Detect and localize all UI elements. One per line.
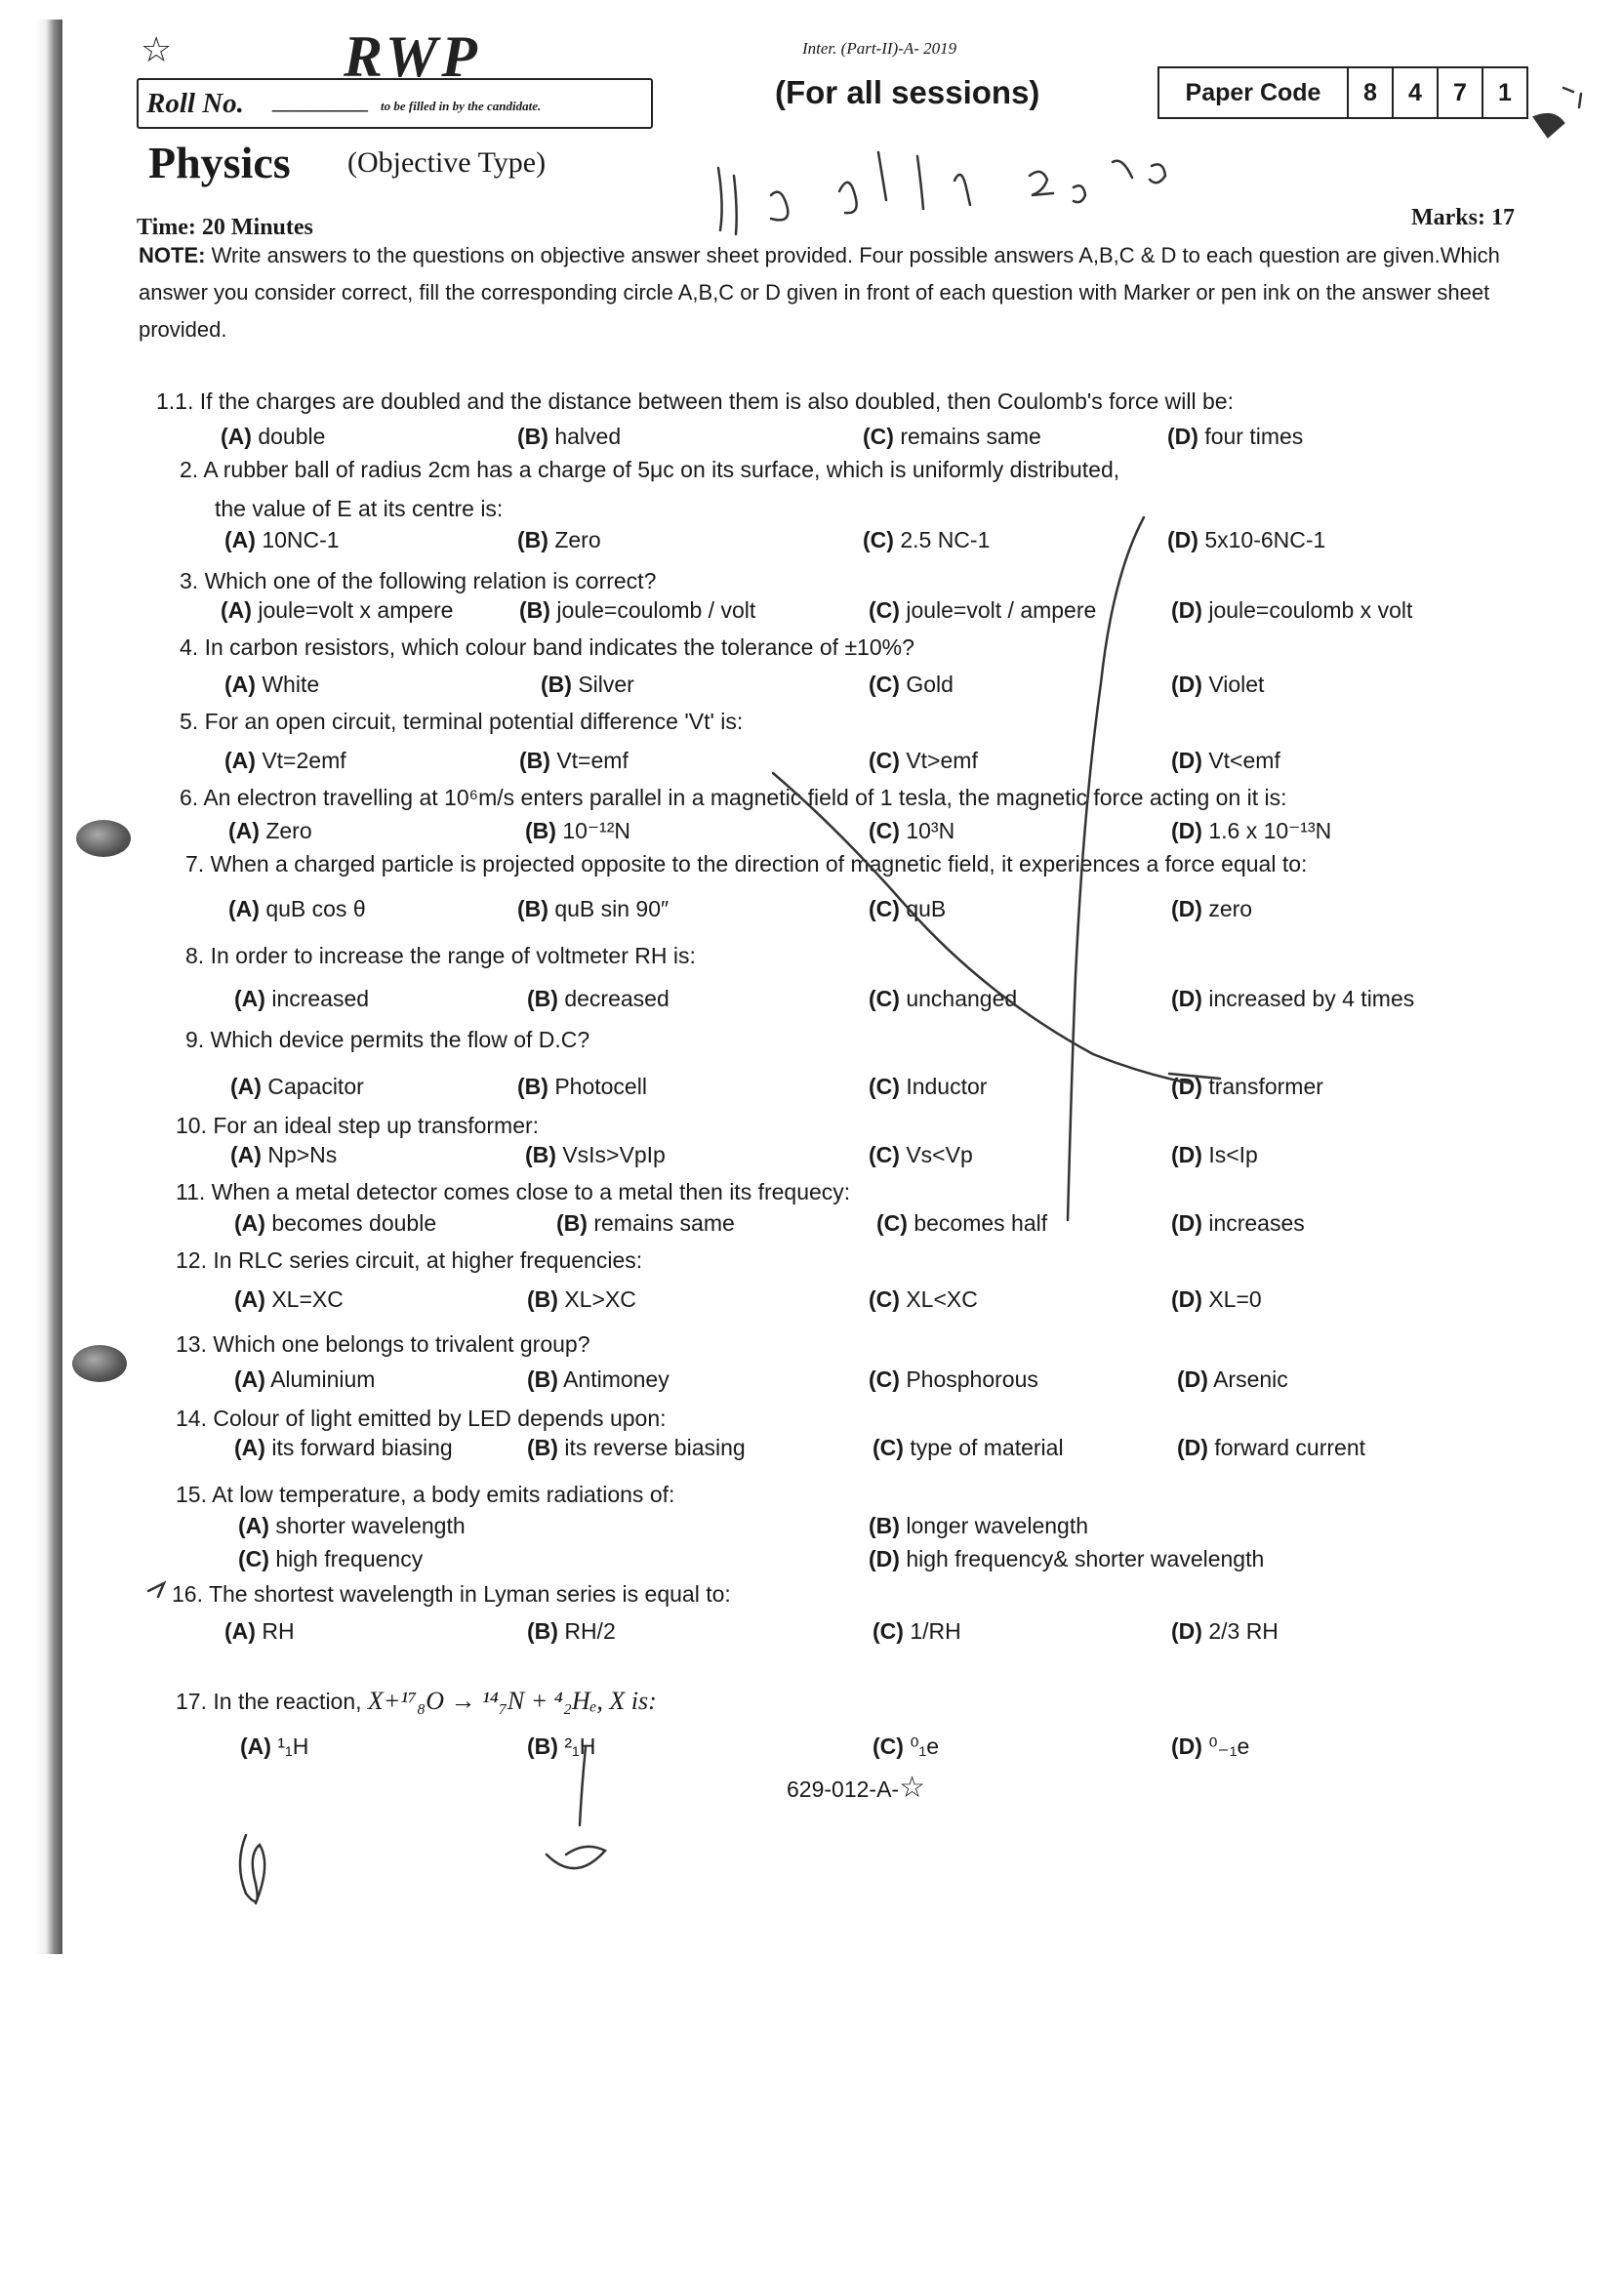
option-key: (B): [527, 986, 558, 1011]
roll-number-box: [137, 78, 653, 129]
option-c: [869, 748, 978, 774]
option-a: [228, 896, 366, 922]
option-key: (C): [869, 672, 900, 697]
question-number: 14.: [176, 1406, 214, 1431]
punch-hole-2: [72, 1345, 127, 1382]
question-16: [172, 1581, 731, 1608]
paper-code-box: [1157, 66, 1528, 119]
option-key: (C): [869, 1074, 900, 1099]
option-text: XL<XC: [906, 1286, 978, 1312]
question-number: 4.: [180, 634, 205, 660]
question-number: 10.: [176, 1113, 214, 1138]
option-text: joule=coulomb x volt: [1208, 597, 1413, 623]
question-number: 12.: [176, 1247, 214, 1273]
question-4: [180, 634, 914, 661]
option-text: longer wavelength: [906, 1513, 1089, 1538]
option-b: [525, 818, 630, 844]
option-d: [1167, 527, 1325, 553]
option-key: (B): [556, 1210, 588, 1236]
option-c: [873, 1618, 961, 1645]
note-label: NOTE:: [139, 243, 206, 267]
option-text: Vt=emf: [556, 748, 629, 773]
roll-label: Roll No.: [146, 88, 244, 119]
option-key: (D): [1171, 1286, 1202, 1312]
option-b: [517, 527, 601, 553]
option-key: (D): [1171, 748, 1202, 773]
option-d: [1171, 986, 1414, 1012]
option-a: [234, 986, 369, 1012]
question-1: [156, 388, 1234, 415]
option-text: ²₁H: [564, 1733, 596, 1759]
footer-code-text: 629-012-A-: [787, 1776, 900, 1802]
question-6: [180, 785, 1287, 811]
option-key: (D): [1171, 672, 1202, 697]
option-key: (C): [869, 1142, 900, 1167]
option-d: [1171, 896, 1252, 922]
option-c: [876, 1210, 1047, 1237]
option-text: Inductor: [906, 1074, 988, 1099]
option-c: [869, 986, 1017, 1012]
question-text: In carbon resistors, which colour band indicates the tolerance of ±10%?: [204, 634, 914, 660]
question-text: When a charged particle is projected opposite to the direction of magnetic field, it experiences a force equal to:: [210, 851, 1308, 877]
question-text: Colour of light emitted by LED depends upon:: [213, 1406, 667, 1431]
option-key: (C): [869, 896, 900, 921]
option-text: Violet: [1208, 672, 1265, 697]
option-c: [873, 1733, 939, 1760]
option-key: (D): [1171, 1618, 1202, 1644]
question-number: 7.: [185, 851, 211, 877]
option-key: (A): [228, 818, 260, 843]
option-key: (D): [869, 1546, 900, 1571]
option-text: type of material: [910, 1435, 1064, 1460]
footer-star: ☆: [899, 1772, 925, 1804]
option-a: [234, 1286, 344, 1313]
option-text: 2.5 NC-1: [900, 527, 991, 552]
option-key: (A): [234, 1366, 265, 1392]
option-key: (B): [527, 1733, 558, 1759]
option-c: [869, 896, 946, 922]
option-text: shorter wavelength: [275, 1513, 466, 1538]
sessions-label: (For all sessions): [775, 74, 1040, 110]
option-key: (D): [1167, 527, 1198, 552]
option-d: [1171, 672, 1264, 698]
option-key: (A): [224, 748, 256, 773]
question-number: 11.: [176, 1179, 212, 1204]
question-text: When a metal detector comes close to a metal then its frequecy:: [211, 1179, 851, 1204]
option-text: Zero: [554, 527, 601, 552]
question-text: In order to increase the range of voltmeter RH is:: [210, 943, 696, 968]
option-b: [517, 424, 621, 450]
option-text: Antimoney: [563, 1366, 670, 1392]
option-key: (A): [240, 1733, 271, 1759]
option-text: joule=volt / ampere: [906, 597, 1097, 623]
option-a: [224, 1618, 295, 1645]
option-d: [1171, 818, 1331, 844]
option-key: (B): [517, 527, 548, 552]
option-text: 1/RH: [910, 1618, 961, 1644]
question-text: An electron travelling at 10⁶m/s enters parallel in a magnetic field of 1 tesla, the magnetic force acting on it is:: [203, 785, 1287, 810]
option-key: (A): [238, 1513, 269, 1538]
option-key: (B): [525, 1142, 556, 1167]
option-d: [1171, 1618, 1279, 1645]
note-text: Write answers to the questions on objective answer sheet provided. Four possible answers A,B,C & D to each question are given.Which answer you consider correct, fill the corresponding circle A,B,C or D given in front of each question with Marker or pen ink on the answer sheet provided.: [139, 243, 1500, 342]
option-key: (A): [230, 1074, 262, 1099]
option-key: (D): [1171, 896, 1202, 921]
option-c: [873, 1435, 1064, 1461]
option-key: (C): [876, 1210, 908, 1236]
option-text: Phosphorous: [906, 1366, 1038, 1392]
option-text: 10⁻¹²N: [562, 818, 630, 843]
exam-title: Inter. (Part-II)-A- 2019: [802, 39, 957, 58]
option-b: [541, 672, 634, 698]
option-text: RH: [262, 1618, 295, 1644]
question-text: If the charges are doubled and the distance between them is also doubled, then Coulomb's force will be:: [199, 388, 1234, 414]
option-a: [221, 424, 325, 450]
option-key: (D): [1167, 424, 1198, 449]
option-b: [517, 896, 669, 922]
option-key: (A): [230, 1142, 262, 1167]
option-text: high frequency& shorter wavelength: [906, 1546, 1265, 1571]
option-a: [238, 1513, 466, 1539]
option-d: [1177, 1366, 1288, 1393]
option-c: [869, 818, 954, 844]
option-key: (B): [527, 1435, 558, 1460]
option-key: (A): [221, 597, 252, 623]
option-text: 5x10-6NC-1: [1204, 527, 1326, 552]
option-a: [234, 1366, 375, 1393]
option-d: [869, 1546, 1264, 1572]
option-a: [224, 748, 346, 774]
option-text: 1.6 x 10⁻¹³N: [1208, 818, 1332, 843]
option-b: [556, 1210, 735, 1237]
option-text: XL=0: [1208, 1286, 1262, 1312]
question-text: Which one belongs to trivalent group?: [213, 1331, 590, 1357]
option-text: ¹₁H: [277, 1733, 309, 1759]
roll-hint: to be filled in by the candidate.: [381, 99, 542, 113]
board-stamp: RWP: [344, 24, 481, 89]
question-2: [180, 457, 1119, 483]
option-b: [527, 1733, 595, 1760]
option-key: (D): [1171, 1074, 1202, 1099]
option-b: [517, 1074, 647, 1100]
option-text: XL=XC: [271, 1286, 344, 1312]
option-text: its forward biasing: [271, 1435, 453, 1460]
total-marks: Marks: 17: [1411, 205, 1515, 230]
option-b: [527, 986, 670, 1012]
option-text: joule=coulomb / volt: [556, 597, 756, 623]
time-allowed: Time: 20 Minutes: [137, 215, 313, 240]
option-key: (A): [234, 1435, 265, 1460]
option-key: (C): [869, 597, 900, 623]
option-key: (B): [527, 1618, 558, 1644]
question-9: [185, 1027, 589, 1053]
option-key: (D): [1171, 1733, 1202, 1759]
paper-code-digit: 1: [1482, 68, 1526, 117]
option-text: Vs<Vp: [906, 1142, 973, 1167]
option-key: (D): [1177, 1435, 1208, 1460]
subject-title: Physics: [148, 138, 291, 187]
option-key: (D): [1171, 818, 1202, 843]
option-text: Aluminium: [270, 1366, 376, 1392]
option-text: Silver: [578, 672, 634, 697]
option-c: [869, 1286, 978, 1313]
option-key: (B): [517, 896, 548, 921]
option-text: Vt>emf: [906, 748, 978, 773]
option-text: double: [258, 424, 326, 449]
option-text: Photocell: [554, 1074, 647, 1099]
option-b: [527, 1435, 746, 1461]
roll-blank: ________: [272, 88, 368, 112]
option-key: (C): [869, 986, 900, 1011]
paper-code-digit: 4: [1392, 68, 1437, 117]
question-number: 15.: [176, 1482, 213, 1507]
option-text: decreased: [564, 986, 670, 1011]
option-key: (B): [519, 597, 550, 623]
footer-code: [787, 1771, 925, 1805]
option-text: unchanged: [906, 986, 1018, 1011]
option-b: [869, 1513, 1088, 1539]
question-number: 16.: [172, 1581, 209, 1607]
option-a: [224, 672, 319, 698]
question-text: In RLC series circuit, at higher frequencies:: [213, 1247, 643, 1273]
paper-code-label: Paper Code: [1185, 78, 1321, 106]
option-b: [527, 1286, 636, 1313]
question-number: 13.: [176, 1331, 214, 1357]
option-text: XL>XC: [564, 1286, 636, 1312]
option-key: (B): [527, 1366, 558, 1392]
question-12: [176, 1247, 642, 1274]
option-c: [869, 1074, 987, 1100]
question-number: 1.1.: [156, 388, 200, 414]
option-text: Arsenic: [1213, 1366, 1288, 1392]
option-text: quB: [906, 896, 947, 921]
option-key: (B): [541, 672, 572, 697]
option-text: Np>Ns: [267, 1142, 338, 1167]
option-text: ⁰₁e: [910, 1733, 940, 1759]
question-text-line2: the value of E at its centre is:: [215, 496, 504, 521]
option-text: remains same: [900, 424, 1041, 449]
option-key: (D): [1171, 1142, 1202, 1167]
option-c: [238, 1546, 423, 1572]
option-c: [869, 1142, 973, 1168]
option-a: [224, 527, 340, 553]
option-key: (A): [221, 424, 252, 449]
question-13: [176, 1331, 590, 1358]
option-key: (A): [234, 1286, 265, 1312]
option-text: becomes half: [914, 1210, 1048, 1236]
question-11: [176, 1179, 850, 1205]
option-d: [1167, 424, 1303, 450]
option-text: forward current: [1214, 1435, 1365, 1460]
option-text: 10³N: [906, 818, 955, 843]
option-text: joule=volt x ampere: [258, 597, 454, 623]
option-b: [527, 1618, 616, 1645]
option-key: (A): [234, 986, 265, 1011]
option-d: [1171, 1210, 1305, 1237]
option-text: increases: [1208, 1210, 1305, 1236]
option-key: (B): [525, 818, 556, 843]
option-key: (A): [224, 1618, 256, 1644]
option-key: (C): [873, 1733, 904, 1759]
question-17: [176, 1687, 657, 1716]
question-number: 5.: [180, 709, 205, 734]
option-text: remains same: [593, 1210, 735, 1236]
option-text: increased by 4 times: [1208, 986, 1415, 1011]
option-key: (B): [527, 1286, 558, 1312]
question-text: At low temperature, a body emits radiations of:: [212, 1482, 675, 1507]
option-text: Is<Ip: [1208, 1142, 1258, 1167]
option-text: Zero: [265, 818, 312, 843]
option-d: [1171, 1733, 1249, 1760]
question-text: In the reaction,: [213, 1689, 362, 1714]
option-text: Gold: [906, 672, 954, 697]
question-text: For an open circuit, terminal potential difference 'Vt' is:: [204, 709, 744, 734]
option-text: its reverse biasing: [564, 1435, 746, 1460]
option-d: [1171, 1286, 1262, 1313]
option-text: RH/2: [564, 1618, 616, 1644]
option-key: (A): [224, 672, 256, 697]
option-a: [234, 1435, 453, 1461]
question-number: 6.: [180, 785, 204, 810]
question-10: [176, 1113, 539, 1139]
question-7: [185, 851, 1307, 877]
option-text: quB cos θ: [265, 896, 366, 921]
option-d: [1171, 1142, 1258, 1168]
option-key: (C): [863, 527, 894, 552]
option-key: (C): [869, 1366, 900, 1392]
question-14: [176, 1406, 667, 1432]
question-text: Which one of the following relation is correct?: [204, 568, 657, 593]
option-key: (C): [869, 748, 900, 773]
question-5: [180, 709, 743, 735]
question-text: The shortest wavelength in Lyman series is equal to:: [208, 1581, 731, 1607]
option-text: 2/3 RH: [1208, 1618, 1279, 1644]
question-formula: X+¹⁷₈O → ¹⁴₇N + ⁴₂Hₑ, X is:: [367, 1687, 657, 1715]
option-b: [519, 597, 755, 624]
option-key: (C): [873, 1618, 904, 1644]
option-key: (D): [1177, 1366, 1208, 1392]
option-c: [869, 1366, 1038, 1393]
option-key: (C): [238, 1546, 269, 1571]
option-b: [525, 1142, 666, 1168]
option-key: (C): [873, 1435, 904, 1460]
option-text: White: [262, 672, 320, 697]
question-text: For an ideal step up transformer:: [213, 1113, 540, 1138]
paper-type: (Objective Type): [347, 146, 547, 179]
question-number: 17.: [176, 1689, 214, 1714]
question-text: Which device permits the flow of D.C?: [210, 1027, 590, 1052]
option-text: four times: [1204, 424, 1304, 449]
option-c: [863, 424, 1041, 450]
option-d: [1171, 597, 1412, 624]
question-number: 3.: [180, 568, 205, 593]
option-a: [221, 597, 453, 624]
question-number: 2.: [180, 457, 204, 482]
option-key: (D): [1171, 986, 1202, 1011]
option-key: (B): [519, 748, 550, 773]
option-b: [527, 1366, 670, 1393]
option-text: becomes double: [271, 1210, 437, 1236]
option-key: (A): [228, 896, 260, 921]
option-d: [1177, 1435, 1365, 1461]
option-text: ⁰₋₁e: [1208, 1733, 1250, 1759]
option-c: [863, 527, 990, 553]
option-text: Capacitor: [267, 1074, 364, 1099]
option-key: (A): [234, 1210, 265, 1236]
option-text: high frequency: [275, 1546, 424, 1571]
option-key: (D): [1171, 597, 1202, 623]
option-key: (B): [517, 1074, 548, 1099]
option-d: [1171, 1074, 1323, 1100]
star-symbol: ☆: [141, 29, 173, 69]
option-b: [519, 748, 629, 774]
option-text: Vt=2emf: [262, 748, 346, 773]
option-key: (D): [1171, 1210, 1202, 1236]
instructions-note: [139, 237, 1544, 348]
option-d: [1171, 748, 1280, 774]
option-text: Vt<emf: [1208, 748, 1280, 773]
option-key: (A): [224, 527, 256, 552]
question-text: A rubber ball of radius 2cm has a charge of 5μc on its surface, which is uniformly distributed,: [203, 457, 1120, 482]
option-key: (B): [517, 424, 548, 449]
option-a: [240, 1733, 308, 1760]
option-key: (C): [869, 1286, 900, 1312]
option-text: increased: [271, 986, 370, 1011]
question-number: 8.: [185, 943, 211, 968]
option-key: (C): [869, 818, 900, 843]
question-8: [185, 943, 696, 969]
option-a: [230, 1074, 364, 1100]
option-a: [234, 1210, 436, 1237]
option-key: (C): [863, 424, 894, 449]
paper-code-digit: 8: [1347, 68, 1392, 117]
question-15: [176, 1482, 674, 1508]
option-text: VsIs>VpIp: [562, 1142, 666, 1167]
paper-code-digit: 7: [1437, 68, 1482, 117]
option-text: quB sin 90″: [554, 896, 670, 921]
option-c: [869, 597, 1096, 624]
option-text: halved: [554, 424, 622, 449]
option-c: [869, 672, 954, 698]
question-number: 9.: [185, 1027, 211, 1052]
option-key: (B): [869, 1513, 900, 1538]
option-a: [230, 1142, 337, 1168]
option-a: [228, 818, 312, 844]
question-3: [180, 568, 656, 594]
option-text: zero: [1208, 896, 1253, 921]
option-text: transformer: [1208, 1074, 1323, 1099]
option-text: 10NC-1: [262, 527, 340, 552]
punch-hole-1: [76, 820, 131, 857]
scan-edge: [35, 20, 62, 1954]
